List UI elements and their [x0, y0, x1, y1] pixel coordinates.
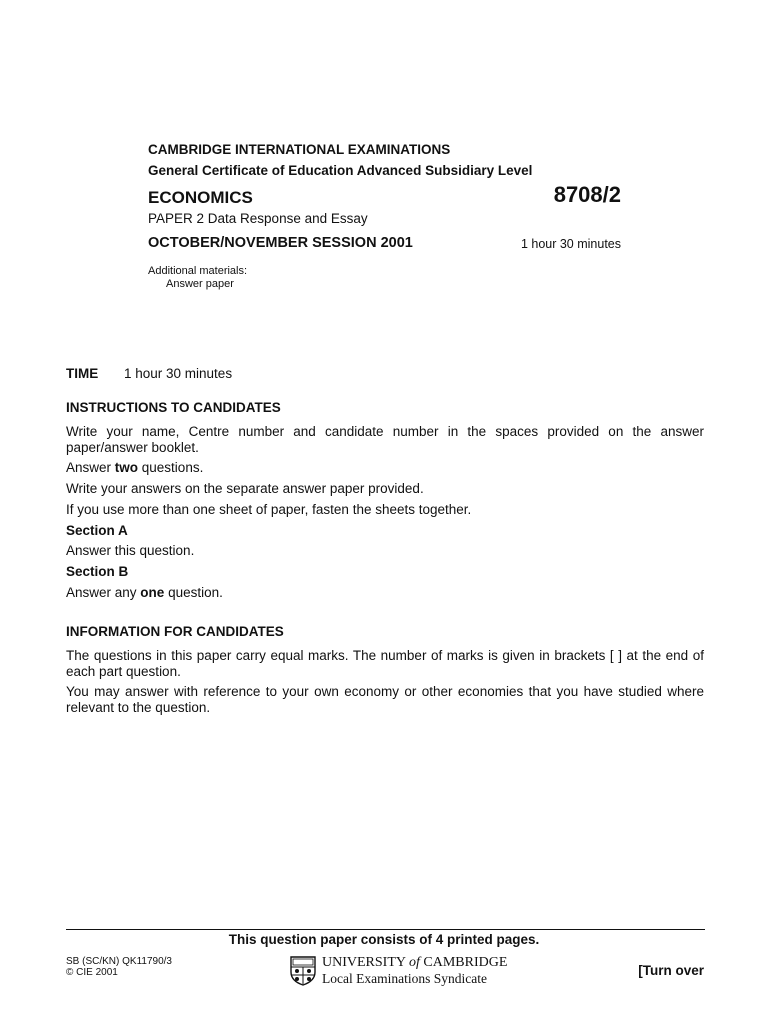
- subject-title: ECONOMICS: [148, 188, 253, 207]
- turn-over-note: [Turn over: [638, 963, 704, 978]
- exam-board: CAMBRIDGE INTERNATIONAL EXAMINATIONS: [148, 142, 451, 157]
- logo-syndicate-name: Local Examinations Syndicate: [322, 971, 487, 986]
- paper-code: 8708/2: [553, 182, 621, 207]
- reference-code: [66, 956, 172, 978]
- instruction-line-3: Write your answers on the separate answer paper provided.: [66, 481, 424, 496]
- reference-line-2: © CIE 2001: [66, 967, 118, 978]
- information-para-2: You may answer with reference to your own economy or other economies that you have studied where relevant to the question.: [66, 684, 704, 715]
- footer-rule: [66, 929, 705, 930]
- section-b-heading: Section B: [66, 564, 129, 579]
- certificate-level: General Certificate of Education Advanced Subsidiary Level: [148, 163, 533, 178]
- additional-materials-item: Answer paper: [166, 278, 234, 290]
- reference-line-1: SB (SC/KN) QK11790/3: [66, 956, 172, 967]
- information-para-1: The questions in this paper carry equal marks. The number of marks is given in brackets [ ] at the end of each part question.: [66, 648, 704, 679]
- additional-materials-label: Additional materials:: [148, 265, 248, 277]
- exam-session: OCTOBER/NOVEMBER SESSION 2001: [148, 235, 413, 251]
- printed-pages-note: This question paper consists of 4 printed pages.: [228, 932, 540, 947]
- time-value: 1 hour 30 minutes: [124, 366, 233, 381]
- university-crest-icon: [289, 956, 317, 986]
- logo-university-name: UNIVERSITY of CAMBRIDGE: [322, 955, 508, 970]
- section-b-text: Answer any one question.: [66, 585, 223, 600]
- exam-duration: 1 hour 30 minutes: [520, 237, 621, 251]
- instruction-line-1: Write your name, Centre number and candidate number in the spaces provided on the answer paper/answer booklet.: [66, 424, 704, 455]
- instruction-line-4: If you use more than one sheet of paper, fasten the sheets together.: [66, 502, 472, 517]
- information-heading: INFORMATION FOR CANDIDATES: [66, 624, 284, 639]
- section-a-heading: Section A: [66, 523, 128, 538]
- time-label: TIME: [66, 366, 99, 381]
- section-a-text: Answer this question.: [66, 543, 195, 558]
- paper-name: PAPER 2 Data Response and Essay: [148, 211, 368, 226]
- instructions-heading: INSTRUCTIONS TO CANDIDATES: [66, 400, 281, 415]
- instruction-line-2: Answer two questions.: [66, 460, 204, 475]
